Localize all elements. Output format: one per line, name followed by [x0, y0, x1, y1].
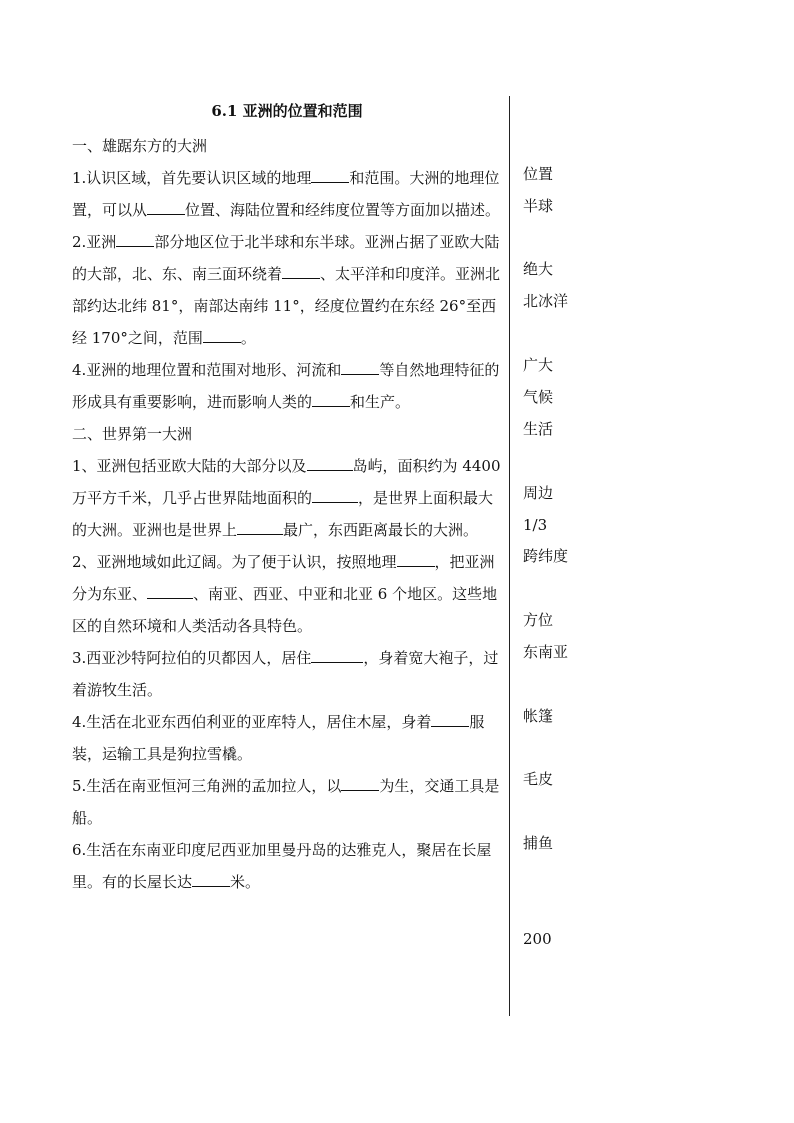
answer-label: 捕鱼	[523, 834, 554, 852]
answer-blank	[203, 341, 241, 343]
answer-label: 跨纬度	[523, 547, 569, 565]
section-heading-1: 一、雄踞东方的大洲	[72, 137, 208, 155]
answer-label: 北冰洋	[523, 292, 569, 310]
section-heading-2: 二、世界第一大洲	[72, 425, 193, 443]
question-2-1: 1、亚洲包括亚欧大陆的大部分以及 岛屿，面积约为 4400 万平方千米，几乎占世界陆地面积的 ，是世界上面积最大的大洲。亚洲也是世界上 最广，东西距离最长的大洲。	[72, 457, 501, 539]
answer-blank	[311, 661, 363, 663]
page-title: 6.1 亚洲的位置和范围	[211, 102, 363, 120]
answer-label: 方位	[523, 611, 554, 629]
answer-label: 广大	[523, 356, 554, 374]
column-divider	[509, 96, 510, 1016]
answer-blank	[341, 789, 379, 791]
question-1-2: 2.亚洲 部分地区位于北半球和东半球。亚洲占据了亚欧大陆的大部，北、东、南三面环绕着 、太平洋和印度洋。亚洲北部约达北纬 81°，南部达南纬 11°，经度位置约在东经 26°至西经 170°之间，范围 。	[72, 233, 501, 347]
answer-label: 200	[523, 930, 552, 948]
answer-blank	[307, 469, 353, 471]
answer-blank	[312, 501, 358, 503]
answer-blank	[116, 245, 154, 247]
answer-label: 气候	[523, 388, 554, 406]
answer-label: 毛皮	[523, 770, 554, 788]
question-2-4: 4.生活在北亚东西伯利亚的亚库特人，居住木屋，身着 服装，运输工具是狗拉雪橇。	[72, 713, 485, 763]
answer-label: 半球	[523, 197, 554, 215]
answer-blank	[311, 181, 349, 183]
answer-label: 位置	[523, 165, 554, 183]
answer-label: 周边	[523, 484, 554, 502]
answer-blank	[341, 373, 379, 375]
question-2-2: 2、亚洲地域如此辽阔。为了便于认识，按照地理 ，把亚洲分为东亚、 、南亚、西亚、中亚和北亚 6 个地区。这些地区的自然环境和人类活动各具特色。	[72, 553, 498, 635]
answer-label: 东南亚	[523, 643, 569, 661]
answer-blank	[312, 405, 350, 407]
question-column	[72, 130, 502, 898]
question-2-3: 3.西亚沙特阿拉伯的贝都因人，居住 ，身着宽大袍子，过着游牧生活。	[72, 649, 499, 699]
question-1-4: 4.亚洲的地理位置和范围对地形、河流和 等自然地理特征的形成具有重要影响，进而影响人类的 和生产。	[72, 361, 500, 411]
answer-blank	[431, 725, 469, 727]
answer-blank	[282, 277, 320, 279]
answer-label: 帐篷	[523, 707, 554, 725]
answer-blank	[397, 565, 435, 567]
answer-blank	[147, 597, 193, 599]
question-1-1: 1.认识区域，首先要认识区域的地理 和范围。大洲的地理位置，可以从 位置、海陆位置和经纬度位置等方面加以描述。	[72, 169, 501, 219]
answer-label: 1/3	[523, 516, 548, 534]
question-2-5: 5.生活在南亚恒河三角洲的孟加拉人，以 为生，交通工具是船。	[72, 777, 500, 827]
answer-label: 绝大	[523, 260, 554, 278]
answer-label: 生活	[523, 420, 554, 438]
answer-blank	[192, 885, 230, 887]
answer-blank	[237, 533, 283, 535]
answer-blank	[147, 213, 185, 215]
question-2-6: 6.生活在东南亚印度尼西亚加里曼丹岛的达雅克人，聚居在长屋里。有的长屋长达 米。	[72, 841, 492, 891]
